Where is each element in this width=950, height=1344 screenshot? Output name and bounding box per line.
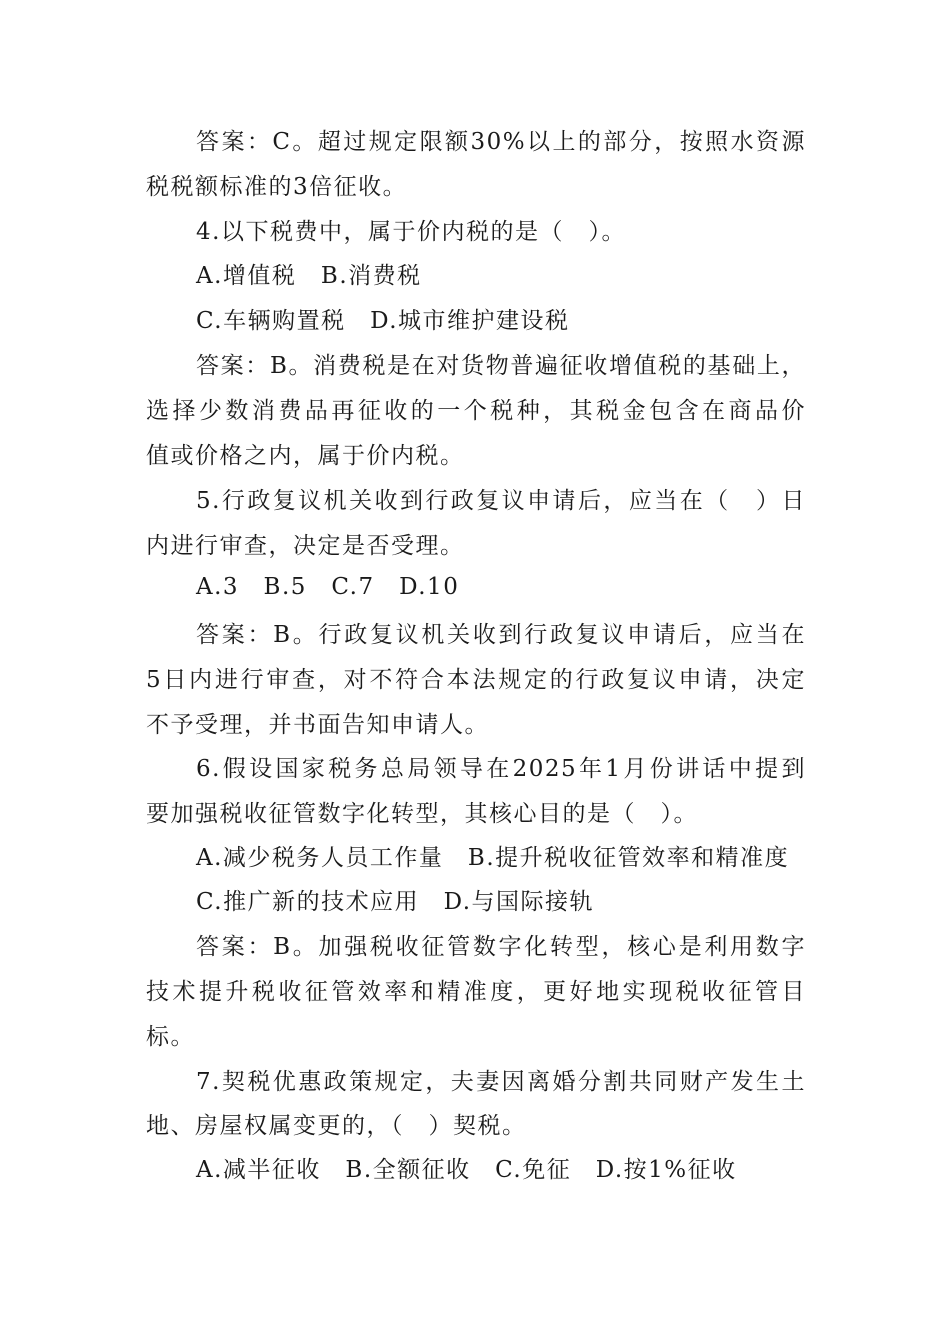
answer-5-line-3: 不予受理，并书面告知申请人。: [146, 712, 489, 738]
question-6-stem-line-1: 6.假设国家税务总局领导在2025年1月份讲话中提到: [196, 756, 806, 782]
answer-3-line-2: 税税额标准的3倍征收。: [146, 174, 408, 200]
question-5-stem-line-1: 5.行政复议机关收到行政复议申请后，应当在（ ）日: [196, 488, 806, 514]
question-5-options: A.3 B.5 C.7 D.10: [196, 574, 460, 600]
question-6-options-ab: A.减少税务人员工作量 B.提升税收征管效率和精准度: [196, 845, 790, 871]
answer-4-line-3: 值或价格之内，属于价内税。: [146, 443, 465, 469]
question-7-options: A.减半征收 B.全额征收 C.免征 D.按1%征收: [196, 1157, 737, 1183]
question-7-stem-line-1: 7.契税优惠政策规定，夫妻因离婚分割共同财产发生土: [196, 1069, 806, 1095]
question-6-stem-line-2: 要加强税收征管数字化转型，其核心目的是（ ）。: [146, 801, 698, 827]
question-5-stem-line-2: 内进行审查，决定是否受理。: [146, 533, 465, 559]
answer-4-line-1: 答案：B。消费税是在对货物普遍征收增值税的基础上，: [196, 353, 806, 379]
question-4-stem: 4.以下税费中，属于价内税的是（ ）。: [196, 219, 626, 245]
question-4-options-cd: C.车辆购置税 D.城市维护建设税: [196, 308, 570, 334]
answer-5-line-2: 5日内进行审查，对不符合本法规定的行政复议申请，决定: [146, 667, 806, 693]
answer-4-line-2: 选择少数消费品再征收的一个税种，其税金包含在商品价: [146, 398, 806, 424]
answer-6-line-2: 技术提升税收征管效率和精准度，更好地实现税收征管目: [146, 979, 806, 1005]
question-7-stem-line-2: 地、房屋权属变更的，（ ）契税。: [146, 1113, 527, 1139]
answer-3-line-1: 答案：C。超过规定限额30%以上的部分，按照水资源: [196, 129, 806, 155]
question-6-options-cd: C.推广新的技术应用 D.与国际接轨: [196, 889, 595, 915]
answer-6-line-3: 标。: [146, 1024, 195, 1050]
answer-6-line-1: 答案：B。加强税收征管数字化转型，核心是利用数字: [196, 934, 806, 960]
question-4-options-ab: A.增值税 B.消费税: [196, 263, 422, 289]
answer-5-line-1: 答案：B。行政复议机关收到行政复议申请后，应当在: [196, 622, 806, 648]
